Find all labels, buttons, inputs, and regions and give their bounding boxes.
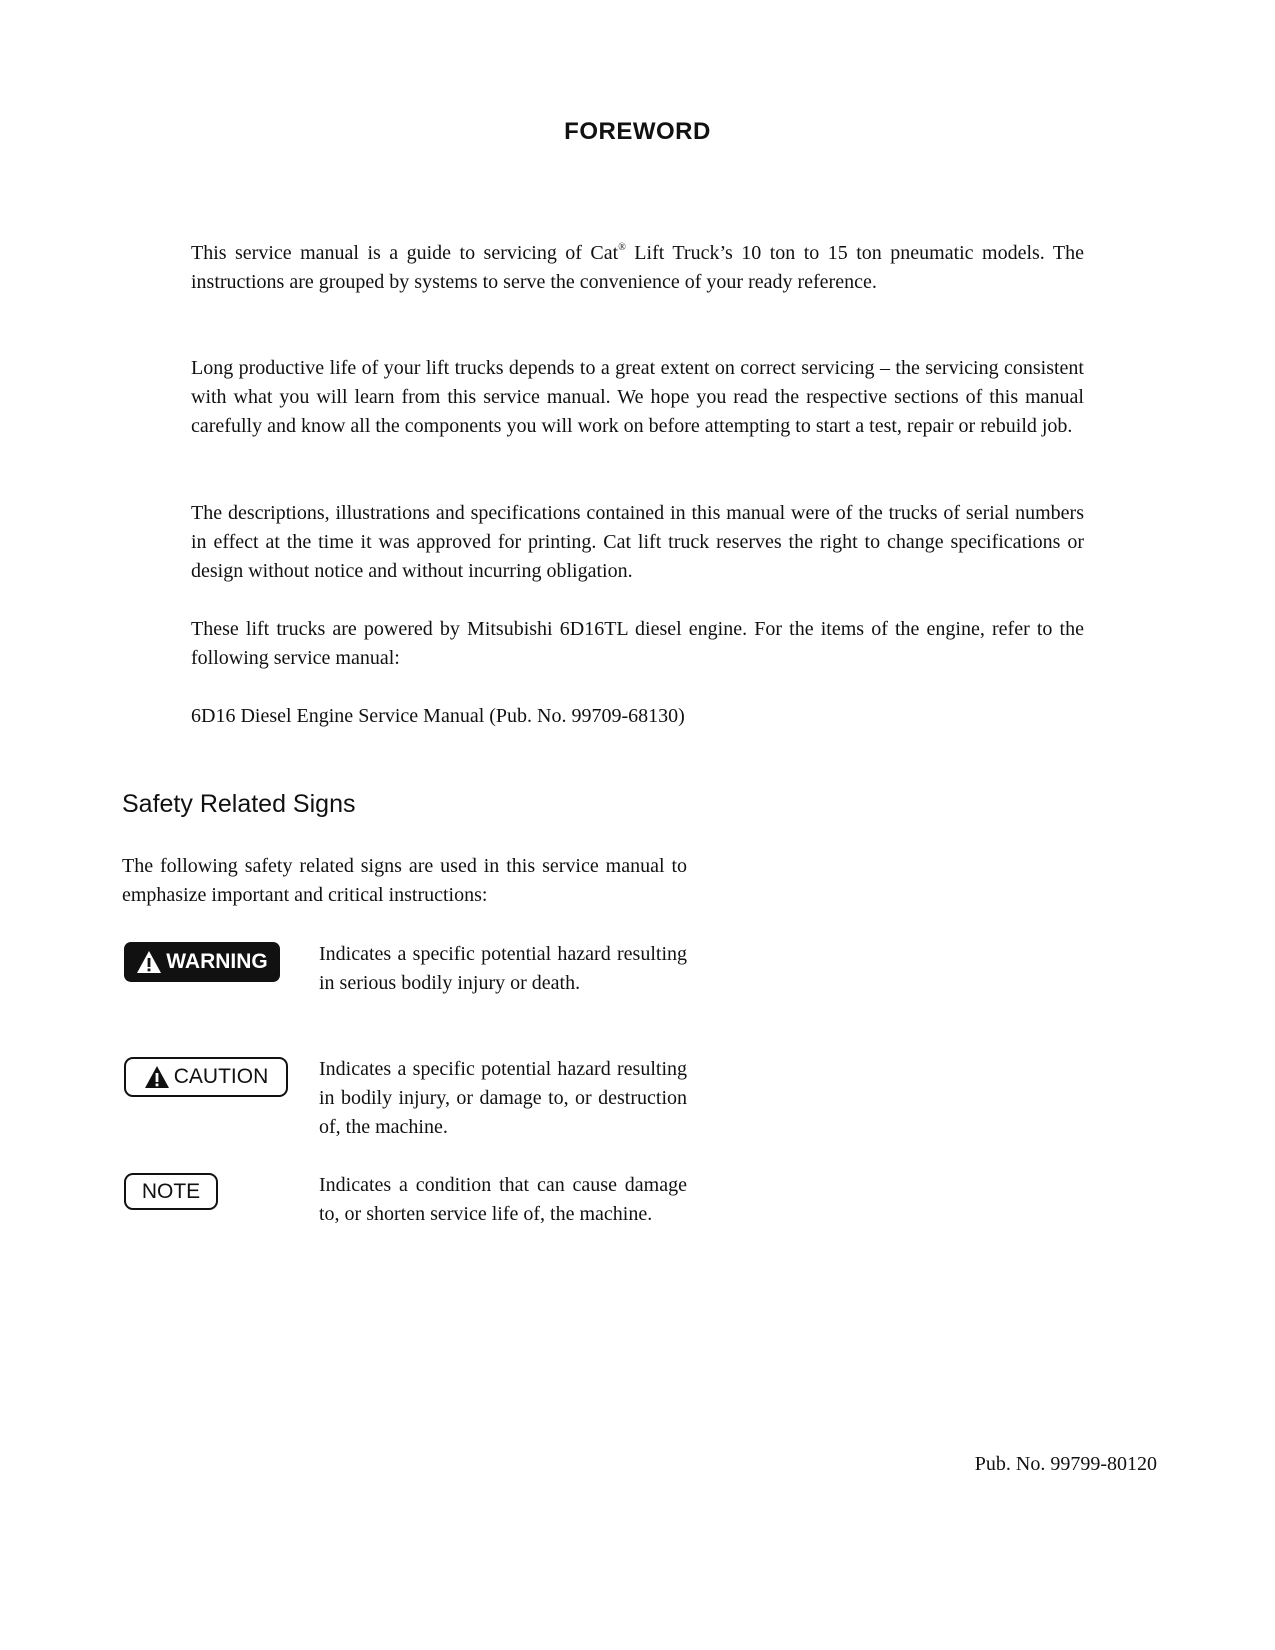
engine-manual-reference: 6D16 Diesel Engine Service Manual (Pub. No. 99709-68130) xyxy=(191,705,685,727)
section-title-safety-signs: Safety Related Signs xyxy=(122,790,356,818)
caution-label: CAUTION xyxy=(173,1065,269,1088)
warning-label: WARNING xyxy=(166,950,268,973)
safety-intro: The following safety related signs are used in this service manual to emphasize important and critical instructions: xyxy=(122,855,687,906)
foreword-paragraph-2: Long productive life of your lift trucks depends to a great extent on correct servicing – the servicing consistent with what you will learn from this service manual. We hope you read the respective sections of this manual carefully and know all the components you will work on before attempting to start a test, repair or rebuild job. xyxy=(191,357,1084,437)
foreword-paragraph-4: These lift trucks are powered by Mitsubishi 6D16TL diesel engine. For the items of the engine, refer to the following service manual: xyxy=(191,618,1084,669)
warning-badge xyxy=(124,942,280,982)
warning-description: Indicates a specific potential hazard resulting in serious bodily injury or death. xyxy=(319,943,687,994)
paragraph-text: Lift Truck’s 10 ton to 15 ton pneumatic models. The instructions are grouped by systems to serve the convenience of your ready reference. xyxy=(191,242,1084,293)
note-badge xyxy=(124,1173,218,1210)
paragraph-text: This service manual is a guide to servicing of Cat xyxy=(191,242,619,264)
note-description: Indicates a condition that can cause damage to, or shorten service life of, the machine. xyxy=(319,1174,687,1225)
note-label: NOTE xyxy=(141,1179,201,1203)
warning-triangle-icon xyxy=(136,950,162,974)
foreword-paragraph-3: The descriptions, illustrations and specifications contained in this manual were of the trucks of serial numbers in effect at the time it was approved for printing. Cat lift truck reserves the right to change specifications or design without notice and without incurring obligation. xyxy=(191,502,1084,582)
caution-description: Indicates a specific potential hazard resulting in bodily injury, or damage to, or destruction of, the machine. xyxy=(319,1058,687,1138)
caution-badge xyxy=(124,1057,288,1097)
page-title: FOREWORD xyxy=(564,118,711,145)
publication-number: Pub. No. 99799-80120 xyxy=(974,1453,1157,1475)
registered-mark: ® xyxy=(618,242,626,253)
foreword-paragraph-1 xyxy=(191,239,1084,297)
warning-triangle-icon xyxy=(144,1065,170,1089)
